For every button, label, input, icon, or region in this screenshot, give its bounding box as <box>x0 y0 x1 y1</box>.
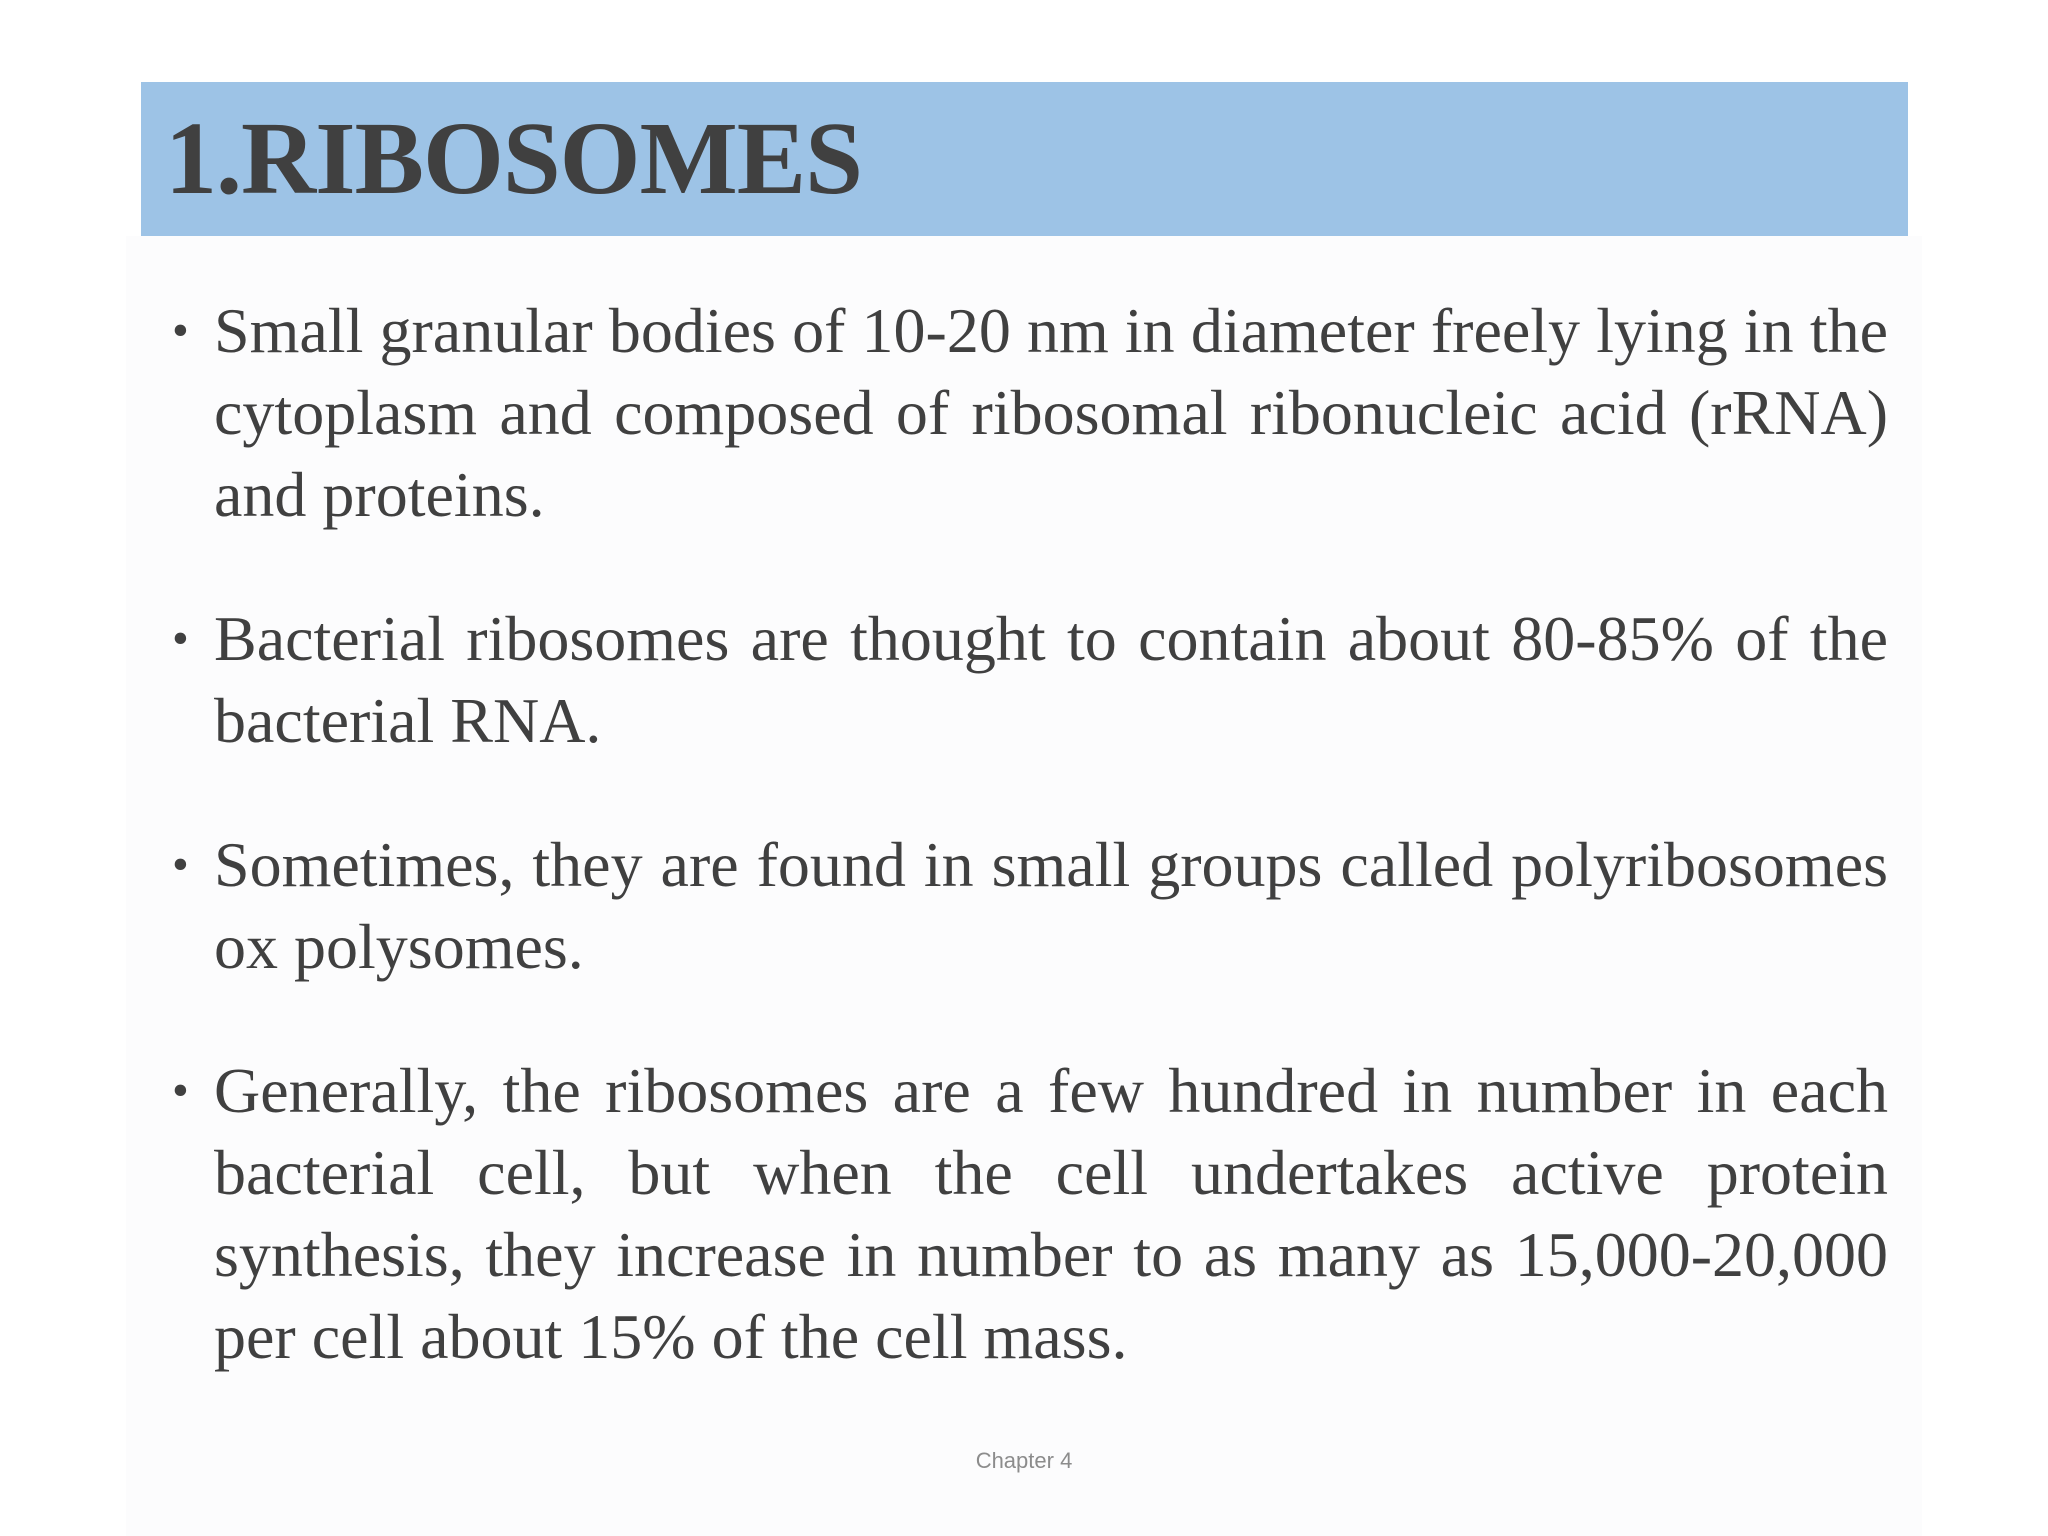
bullet-icon: • <box>172 304 189 357</box>
bullet-item <box>170 1050 1888 1378</box>
bullet-text: Sometimes, they are found in small groups called polyribosomes ox polysomes. <box>214 829 1888 982</box>
bullet-icon: • <box>172 612 189 665</box>
bullet-icon: • <box>172 1064 189 1117</box>
bullet-item <box>170 598 1888 762</box>
slide-title: 1.RIBOSOMES <box>165 101 862 216</box>
bullet-list <box>170 290 1888 1440</box>
bullet-item <box>170 290 1888 536</box>
footer-chapter-label: Chapter 4 <box>975 1448 1073 1473</box>
bullet-text: Bacterial ribosomes are thought to contain about 80-85% of the bacterial RNA. <box>214 603 1888 756</box>
title-bar <box>141 82 1908 236</box>
bullet-text: Small granular bodies of 10-20 nm in diameter freely lying in the cytoplasm and composed of ribosomal ribonucleic acid (rRNA) and proteins. <box>214 295 1888 530</box>
bullet-item <box>170 824 1888 988</box>
bullet-text: Generally, the ribosomes are a few hundred in number in each bacterial cell, but when the cell undertakes active protein synthesis, they increase in number to as many as 15,000-20,000 per cell about 15% of the cell mass. <box>214 1055 1888 1372</box>
bullet-icon: • <box>172 838 189 891</box>
